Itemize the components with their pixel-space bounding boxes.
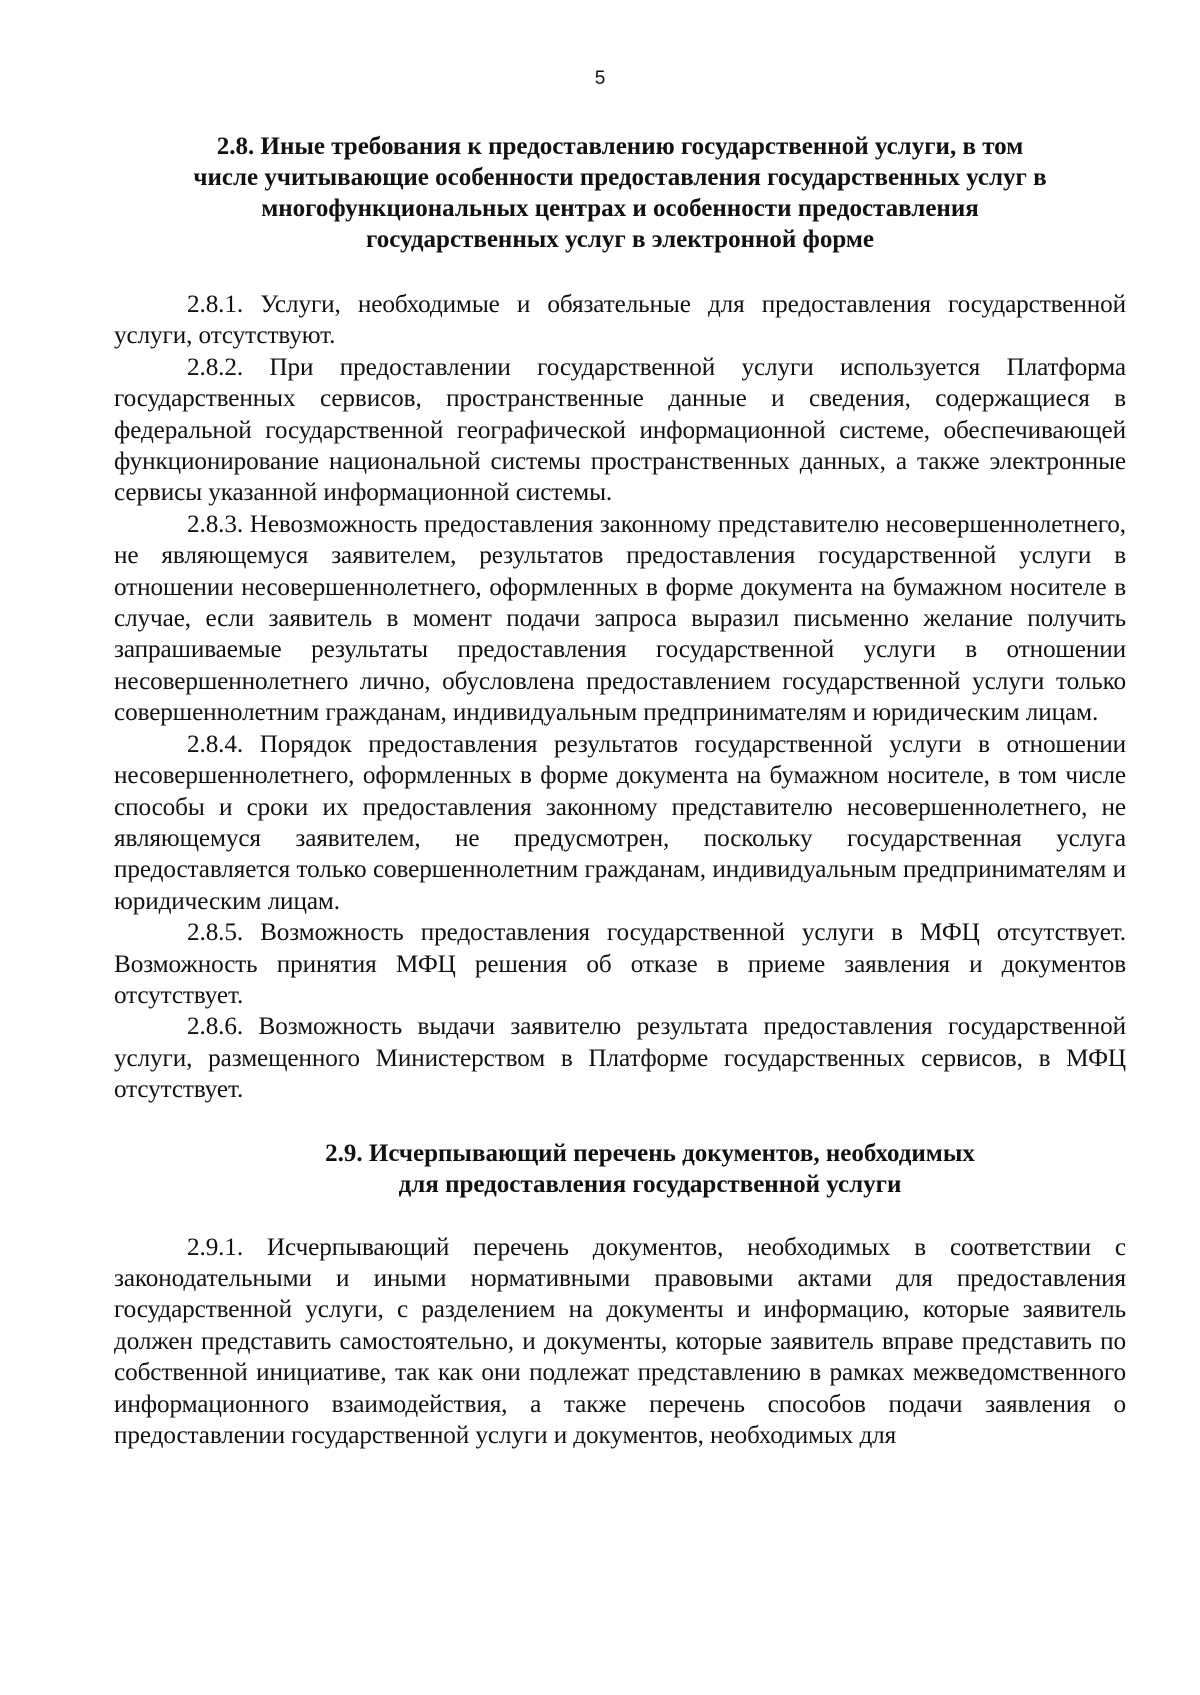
paragraph-2-8-5: 2.8.5. Возможность предоставления государственной услуги в МФЦ отсутствует. Возможность принятия МФЦ решения об отказе в приеме заявления и документов отсутствует. [114,919,1126,1009]
document-body [114,131,1126,1451]
heading-line: для предоставления государственной услуги [398,1170,902,1198]
section-2-8-heading [114,131,1126,255]
heading-line: государственных услуг в электронной форме [365,226,874,253]
heading-line: числе учитывающие особенности предоставления государственных услуг в [193,164,1047,191]
heading-line: многофункциональных центрах и особенности предоставления [261,195,979,222]
heading-line: 2.8. Иные требования к предоставлению государственной услуги, в том [216,133,1024,160]
paragraph-2-8-6: 2.8.6. Возможность выдачи заявителю результата предоставления государственной услуги, размещенного Министерством в Платформе государственных сервисов, в МФЦ отсутствует. [114,1013,1126,1104]
paragraph-2-8-2: 2.8.2. При предоставлении государственной услуги используется Платформа государственных сервисов, пространственные данные и сведения, содержащиеся в федеральной государственной географической информационной системе, обеспечивающей функционирование национальной системы пространственных данных, а также электронные сервисы указанной информационной системы. [114,353,1126,507]
paragraph-2-8-3: 2.8.3. Невозможность предоставления законному представителю несовершеннолетнего, не являющемуся заявителем, результатов предоставления государственной услуги в отношении несовершеннолетнего, оформленных в форме документа на бумажном носителе в случае, если заявитель в момент подачи запроса выразил письменно желание получить запрашиваемые результаты предоставления государственной услуги в отношении несовершеннолетнего лично, обусловлена предоставлением государственной услуги только совершеннолетним гражданам, индивидуальным предпринимателям и юридическим лицам. [114,510,1126,727]
heading-line: 2.9. Исчерпывающий перечень документов, необходимых [325,1139,975,1167]
paragraph-2-8-4: 2.8.4. Порядок предоставления результатов государственной услуги в отношении несовершеннолетнего, оформленных в форме документа на бумажном носителе, в том числе способы и сроки их предоставления законному представителю несовершеннолетнего, не являющемуся заявителем, не предусмотрен, поскольку государственная услуга предоставляется только совершеннолетним гражданам, индивидуальным предпринимателям и юридическим лицам. [114,730,1126,915]
paragraph-2-9-1: 2.9.1. Исчерпывающий перечень документов, необходимых в соответствии с законодательными и иными нормативными правовыми актами для предоставления государственной услуги, с разделением на документы и информацию, которые заявитель должен представить самостоятельно, и документы, которые заявитель вправе представить по собственной инициативе, так как они подлежат представлению в рамках межведомственного информационного взаимодействия, а также перечень способов подачи заявления о предоставлении государственной услуги и документов, необходимых для [114,1233,1126,1449]
page-number: 5 [594,68,606,89]
section-2-9-heading [114,1138,1126,1200]
paragraph-2-8-1: 2.8.1. Услуги, необходимые и обязательные для предоставления государственной услуги, отсутствуют. [114,291,1126,350]
